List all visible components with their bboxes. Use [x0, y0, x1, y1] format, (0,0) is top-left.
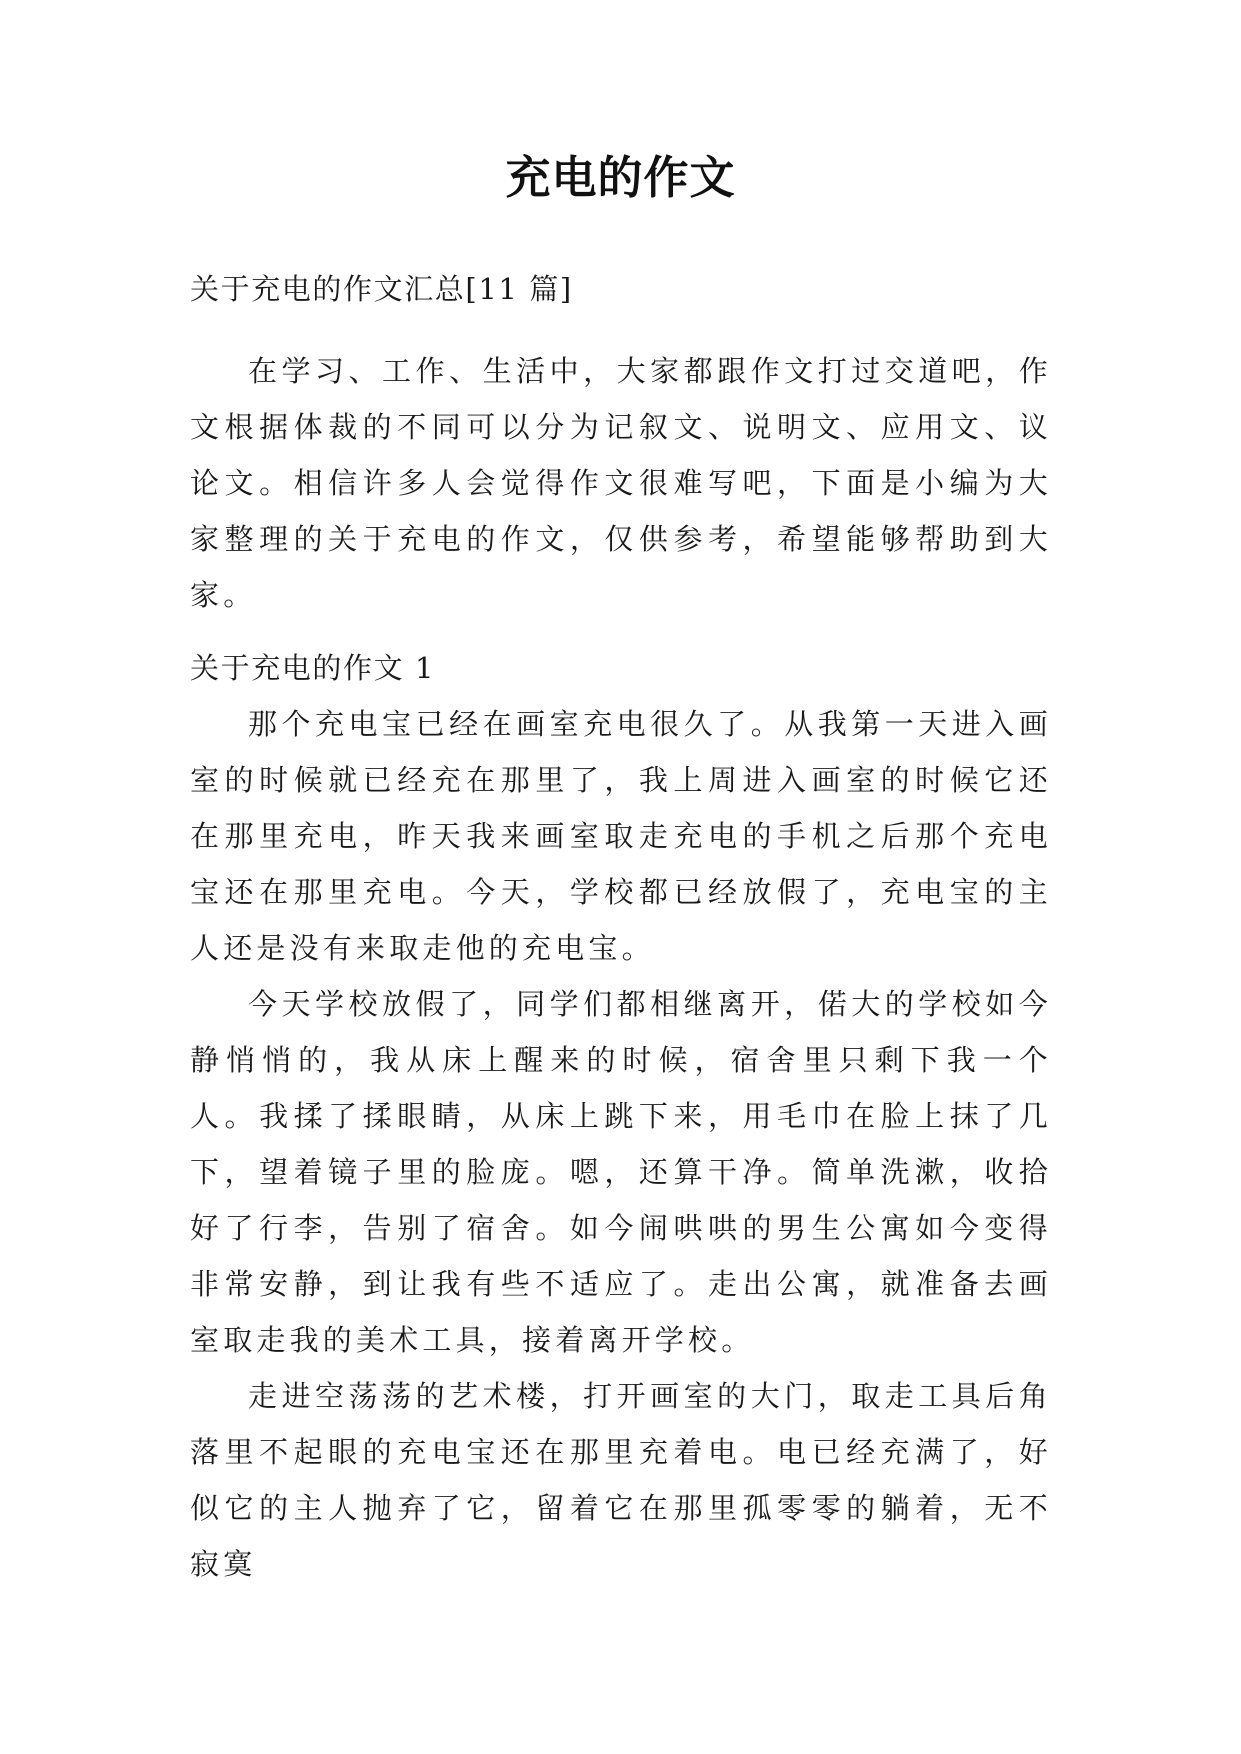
body-paragraph: 今天学校放假了，同学们都相继离开，偌大的学校如今静悄悄的，我从床上醒来的时候，宿舍里只剩下我一个人。我揉了揉眼睛，从床上跳下来，用毛巾在脸上抹了几下，望着镜子里的脸庞。嗯，还算干净。简单洗漱，收拾好了行李，告别了宿舍。如今闹哄哄的男生公寓如今变得非常安静，到让我有些不适应了。走出公寓，就准备去画室取走我的美术工具，接着离开学校。	[190, 987, 1052, 1357]
document-title: 充电的作文	[505, 151, 736, 204]
section-heading: 关于充电的作文 1	[190, 651, 436, 685]
body-paragraph: 走进空荡荡的艺术楼，打开画室的大门，取走工具后角落里不起眼的充电宝还在那里充着电。电已经充满了，好似它的主人抛弃了它，留着它在那里孤零零的躺着，无不寂寞	[190, 1379, 1052, 1581]
document-subtitle: 关于充电的作文汇总[11 篇]	[190, 272, 573, 306]
intro-paragraph: 在学习、工作、生活中，大家都跟作文打过交道吧，作文根据体裁的不同可以分为记叙文、说明文、应用文、议论文。相信许多人会觉得作文很难写吧，下面是小编为大家整理的关于充电的作文，仅供参考，希望能够帮助到大家。	[190, 354, 1052, 612]
section-body	[190, 696, 1052, 1592]
body-paragraph: 那个充电宝已经在画室充电很久了。从我第一天进入画室的时候就已经充在那里了，我上周进入画室的时候它还在那里充电，昨天我来画室取走充电的手机之后那个充电宝还在那里充电。今天，学校都已经放假了，充电宝的主人还是没有来取走他的充电宝。	[190, 707, 1052, 965]
